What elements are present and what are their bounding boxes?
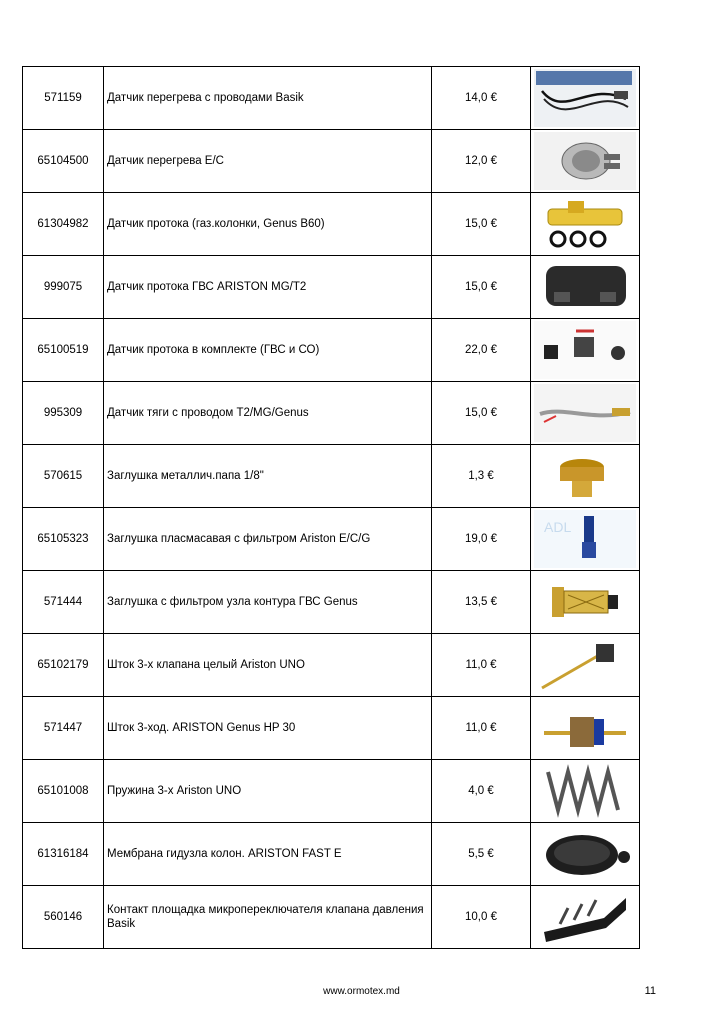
product-image-cell: [531, 130, 640, 193]
table-row: [23, 67, 640, 130]
product-name: Датчик протока (газ.колонки, Genus B60): [104, 193, 432, 256]
product-code: 571447: [23, 697, 104, 760]
overheat-sensor-icon: [534, 132, 636, 190]
valve-stem-icon: [534, 636, 636, 694]
product-code: 570615: [23, 445, 104, 508]
product-price: 5,5 €: [432, 823, 531, 886]
product-name: Шток 3-х клапана целый Ariston UNO: [104, 634, 432, 697]
product-price: 4,0 €: [432, 760, 531, 823]
flow-sensor-yellow-icon: [534, 195, 636, 253]
svg-text:ADL: ADL: [544, 519, 572, 535]
brass-plug-icon: [534, 447, 636, 505]
page-number: 11: [644, 985, 656, 997]
product-code: 61304982: [23, 193, 104, 256]
table-row: [23, 886, 640, 949]
table-row: [23, 760, 640, 823]
spring-icon: [534, 762, 636, 820]
product-price: 12,0 €: [432, 130, 531, 193]
product-image-cell: [531, 382, 640, 445]
price-table: [22, 66, 640, 949]
product-image-cell: [531, 886, 640, 949]
product-code: 61316184: [23, 823, 104, 886]
product-price: 14,0 €: [432, 67, 531, 130]
overheat-sensor-wires-icon: [534, 69, 636, 127]
flow-sensor-kit-icon: [534, 321, 636, 379]
product-price: 15,0 €: [432, 382, 531, 445]
product-name: Пружина 3-х Ariston UNO: [104, 760, 432, 823]
microswitch-contact-icon: [534, 888, 636, 946]
product-code: 571444: [23, 571, 104, 634]
footer-url[interactable]: www.ormotex.md: [323, 986, 400, 997]
product-price: 1,3 €: [432, 445, 531, 508]
draught-sensor-wire-icon: [534, 384, 636, 442]
membrane-icon: [534, 825, 636, 883]
product-code: 65104500: [23, 130, 104, 193]
product-image-cell: [531, 193, 640, 256]
product-price: 11,0 €: [432, 697, 531, 760]
table-row: [23, 382, 640, 445]
product-image-cell: [531, 445, 640, 508]
product-image-cell: [531, 823, 640, 886]
product-code: 560146: [23, 886, 104, 949]
product-code: 995309: [23, 382, 104, 445]
product-name: Заглушка с фильтром узла контура ГВС Genus: [104, 571, 432, 634]
product-name: Заглушка металлич.папа 1/8": [104, 445, 432, 508]
product-code: 65105323: [23, 508, 104, 571]
table-row: [23, 508, 640, 571]
plug-filter-brass-icon: [534, 573, 636, 631]
product-image-cell: [531, 760, 640, 823]
product-code: 65102179: [23, 634, 104, 697]
product-image-cell: [531, 634, 640, 697]
table-row: [23, 634, 640, 697]
product-name: Контакт площадка микропереключателя клапана давления Basik: [104, 886, 432, 949]
product-name: Заглушка пласмасавая с фильтром Ariston E/C/G: [104, 508, 432, 571]
product-code: 65100519: [23, 319, 104, 382]
product-name: Датчик протока в комплекте (ГВС и СО): [104, 319, 432, 382]
product-code: 571159: [23, 67, 104, 130]
product-image-cell: [531, 697, 640, 760]
product-price: 15,0 €: [432, 256, 531, 319]
product-name: Датчик протока ГВС ARISTON MG/T2: [104, 256, 432, 319]
product-code: 65101008: [23, 760, 104, 823]
product-price: 11,0 €: [432, 634, 531, 697]
product-price: 15,0 €: [432, 193, 531, 256]
product-code: 999075: [23, 256, 104, 319]
product-name: Мембрана гидузла колон. ARISTON FAST E: [104, 823, 432, 886]
table-row: [23, 823, 640, 886]
product-image-cell: [531, 256, 640, 319]
product-price: 10,0 €: [432, 886, 531, 949]
valve-stem-spring-icon: [534, 699, 636, 757]
product-name: Датчик тяги с проводом T2/MG/Genus: [104, 382, 432, 445]
product-name: Датчик перегрева E/C: [104, 130, 432, 193]
plastic-plug-filter-icon: [534, 510, 636, 568]
table-row: [23, 319, 640, 382]
table-row: [23, 571, 640, 634]
product-image-cell: [531, 319, 640, 382]
product-price: 13,5 €: [432, 571, 531, 634]
product-price: 22,0 €: [432, 319, 531, 382]
product-image-cell: [531, 571, 640, 634]
product-image-cell: [531, 67, 640, 130]
table-row: [23, 256, 640, 319]
table-row: [23, 130, 640, 193]
product-name: Шток 3-ход. ARISTON Genus HP 30: [104, 697, 432, 760]
table-row: [23, 445, 640, 508]
table-row: [23, 697, 640, 760]
product-name: Датчик перегрева с проводами Basik: [104, 67, 432, 130]
flow-sensor-black-icon: [534, 258, 636, 316]
product-image-cell: [531, 508, 640, 571]
product-price: 19,0 €: [432, 508, 531, 571]
table-row: [23, 193, 640, 256]
